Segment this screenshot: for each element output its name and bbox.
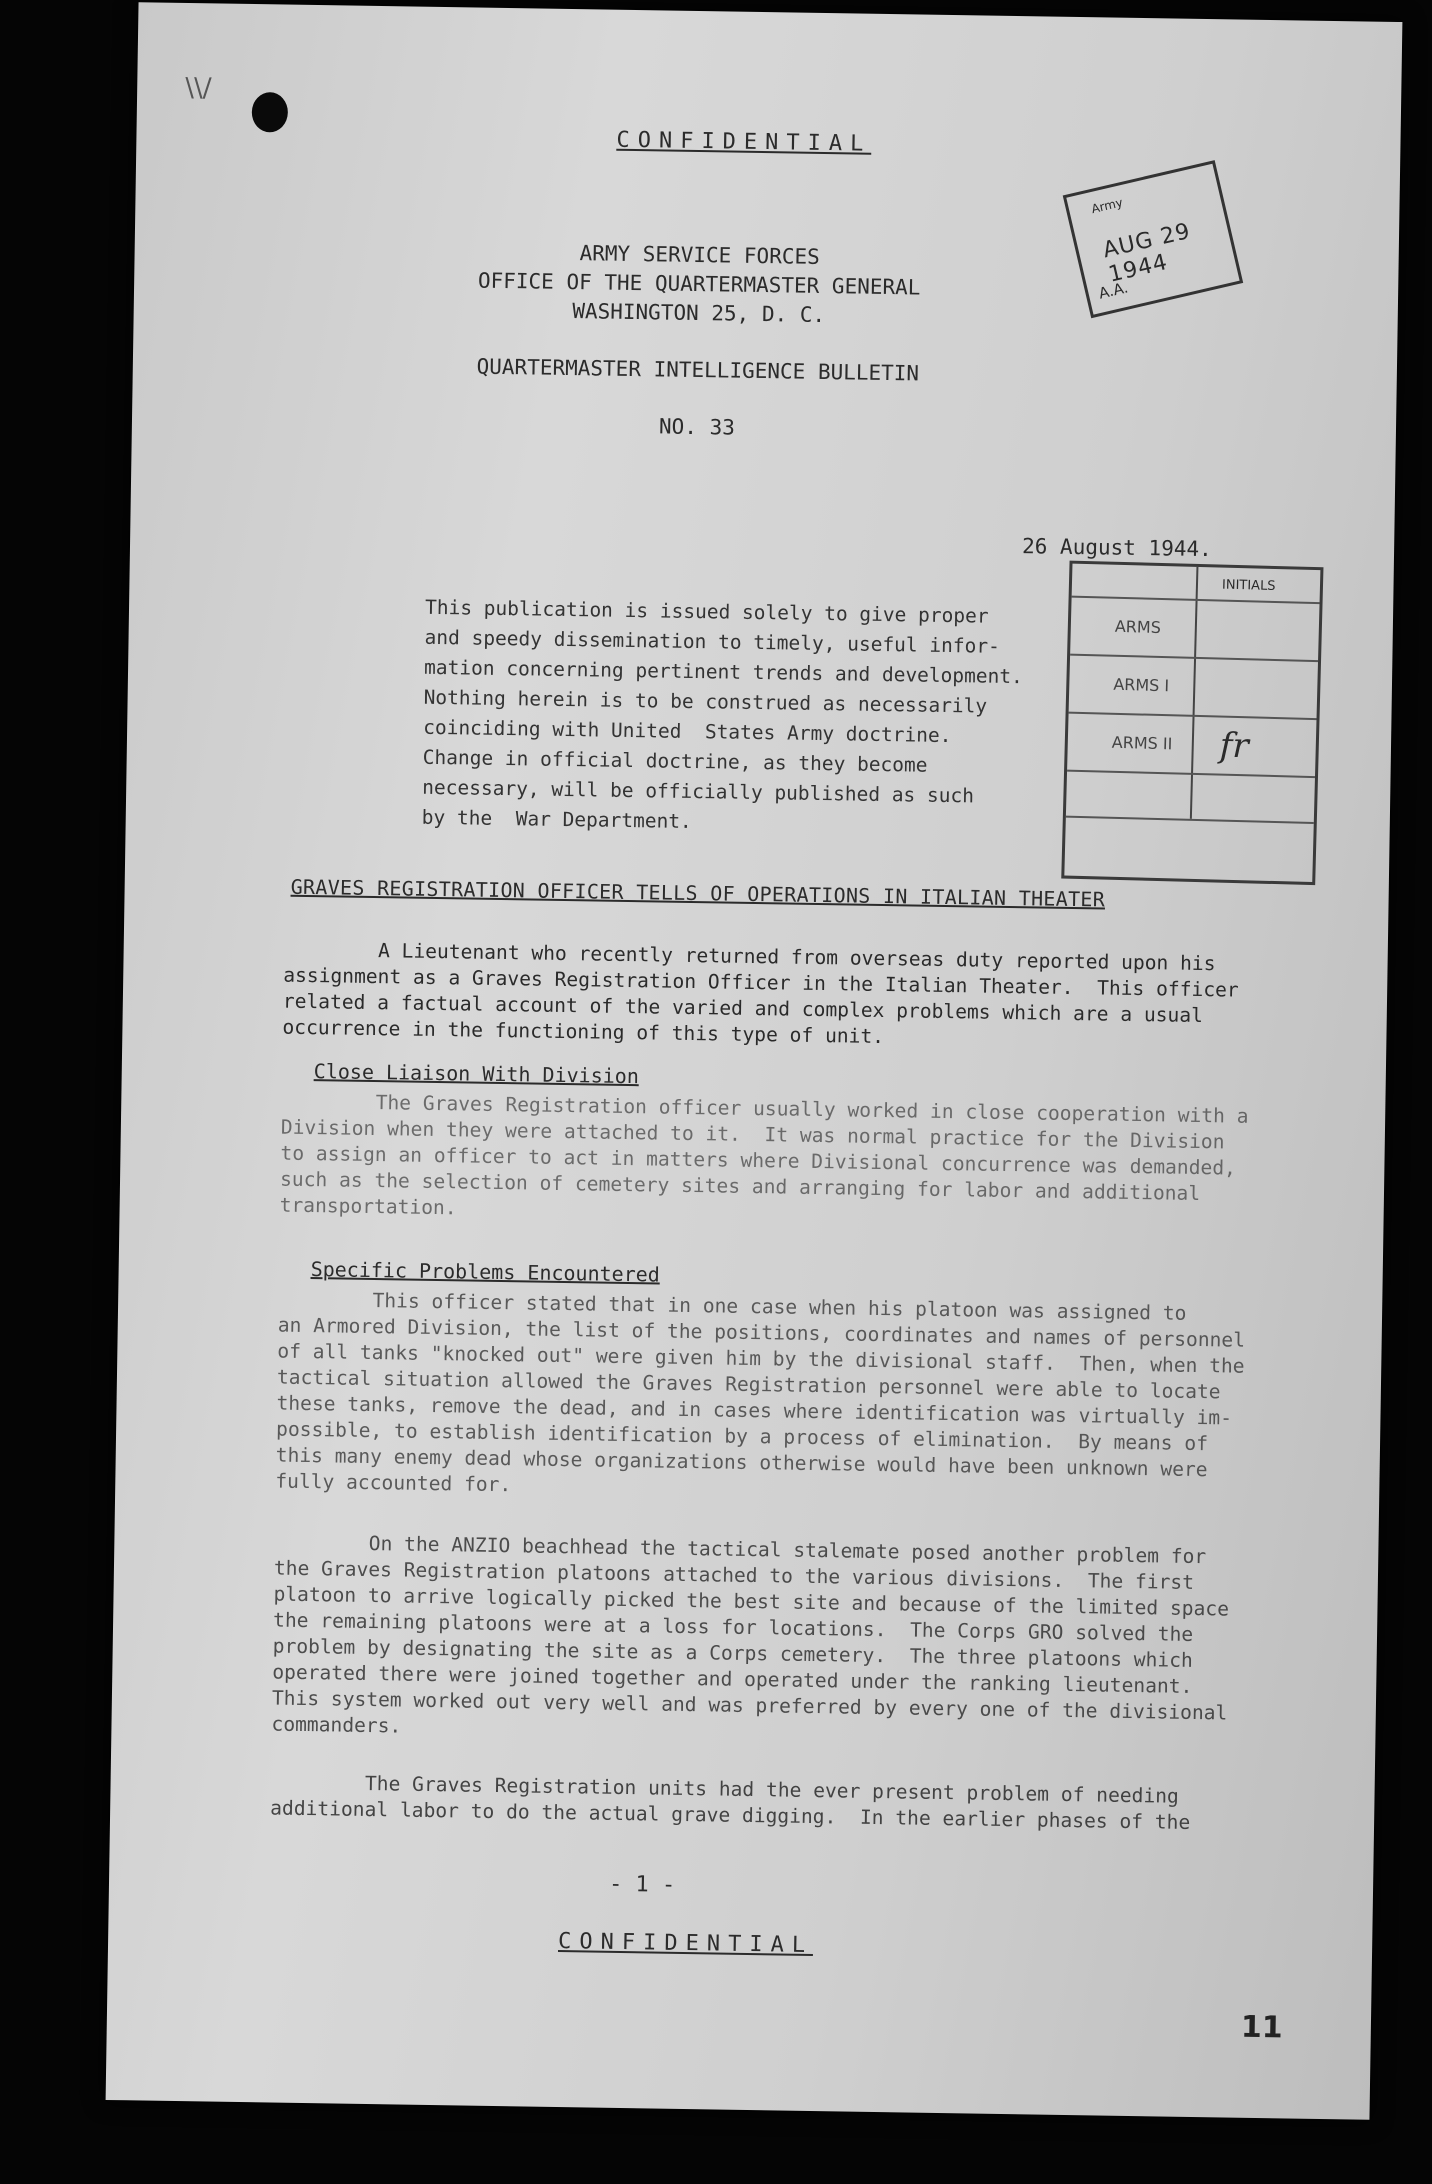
header-line-1: ARMY SERVICE FORCES bbox=[579, 241, 820, 269]
page-number: - 1 - bbox=[608, 1871, 676, 1898]
handwritten-initial: fr bbox=[1219, 725, 1250, 767]
section-paragraph: This officer stated that in one case when his platoon was assigned to an Armored Division, the list of the positions, coordinates and names of personnel of all tanks "knocked out" were given him by the divisional staff. Then, when the tactical situation allowed the Graves Registration personnel were able to locate these tanks, remove the dead, and in cases where identification was virtually im- possible, to establish identification by a process of elimination. By means of this many enemy dead whose organizations otherwise would have been unknown were fully accounted for. bbox=[275, 1287, 1246, 1497]
stamp-date: AUG 29 1944 bbox=[1100, 218, 1194, 288]
document-page bbox=[106, 2, 1403, 2120]
routing-row bbox=[1067, 712, 1316, 778]
section-heading: Close Liaison With Division bbox=[313, 1059, 640, 1089]
body-paragraph: The Graves Registration units had the ever present problem of needing additional labor to do the actual grave digging. In the earlier phases of the bbox=[270, 1770, 1191, 1834]
header-line-3: WASHINGTON 25, D. C. bbox=[572, 299, 826, 328]
stamp-line-1: Army bbox=[1090, 195, 1125, 217]
article-intro: A Lieutenant who recently returned from overseas duty reported upon his assignment as a Graves Registration Officer in the Italian Theater. This officer related a factual account of the varied and complex problems which are a usual occurrence in the functioning of this type of unit. bbox=[282, 937, 1239, 1049]
routing-row-label: ARMS I bbox=[1113, 674, 1170, 696]
section-paragraph: The Graves Registration officer usually worked in close cooperation with a Division when they were attached to it. It was normal practice for the Division to assign an officer to act in matters where Divisional concurrence was demanded, such as the selection of cemetery sites and arranging for labor and additional transportation. bbox=[279, 1089, 1249, 1220]
bulletin-title: QUARTERMASTER INTELLIGENCE BULLETIN bbox=[476, 354, 920, 386]
stamp-line-3: A.A. bbox=[1096, 278, 1130, 303]
bulletin-number: NO. 33 bbox=[658, 414, 736, 440]
header-line-2: OFFICE OF THE QUARTERMASTER GENERAL bbox=[477, 268, 921, 300]
classification-bottom: CONFIDENTIAL bbox=[557, 1929, 814, 1959]
classification-top: CONFIDENTIAL bbox=[616, 127, 872, 157]
routing-row bbox=[1064, 816, 1313, 882]
body-paragraph: On the ANZIO beachhead the tactical stalemate posed another problem for the Graves Registration platoons attached to the various divisions. The first platoon to arrive logically picked the best site and because of the limited space the remaining platoons were at a loss for locations. The Corps GRO solved the problem by designating the site as a Corps cemetery. The three platoons which operated there were joined together and operated under the ranking lieutenant. This system worked out very well and was preferred by every one of the divisional commanders. bbox=[271, 1530, 1230, 1738]
document-date: 26 August 1944. bbox=[1021, 534, 1212, 562]
punch-hole bbox=[252, 92, 289, 133]
disclaimer-text: This publication is issued solely to give proper and speedy dissemination to timely, useful infor- mation concerning pertinent trends and development. Nothing herein is to be construed as necessarily coinciding with United States Army doctrine. Change in official doctrine, as they become necessary, will be officially published as such by the War Department. bbox=[421, 595, 1024, 833]
routing-header: INITIALS bbox=[1221, 577, 1276, 594]
pencil-mark: \\/ bbox=[184, 72, 212, 104]
routing-row bbox=[1069, 654, 1318, 720]
article-title: GRAVES REGISTRATION OFFICER TELLS OF OPERATIONS IN ITALIAN THEATER bbox=[290, 874, 1106, 912]
routing-slip-table bbox=[1061, 561, 1323, 886]
routing-row-label: ARMS bbox=[1114, 616, 1162, 637]
routing-row bbox=[1070, 596, 1319, 662]
section-heading: Specific Problems Encountered bbox=[310, 1257, 661, 1287]
routing-row-label: ARMS II bbox=[1111, 732, 1173, 754]
corner-mark: 11 bbox=[1240, 2009, 1283, 2046]
